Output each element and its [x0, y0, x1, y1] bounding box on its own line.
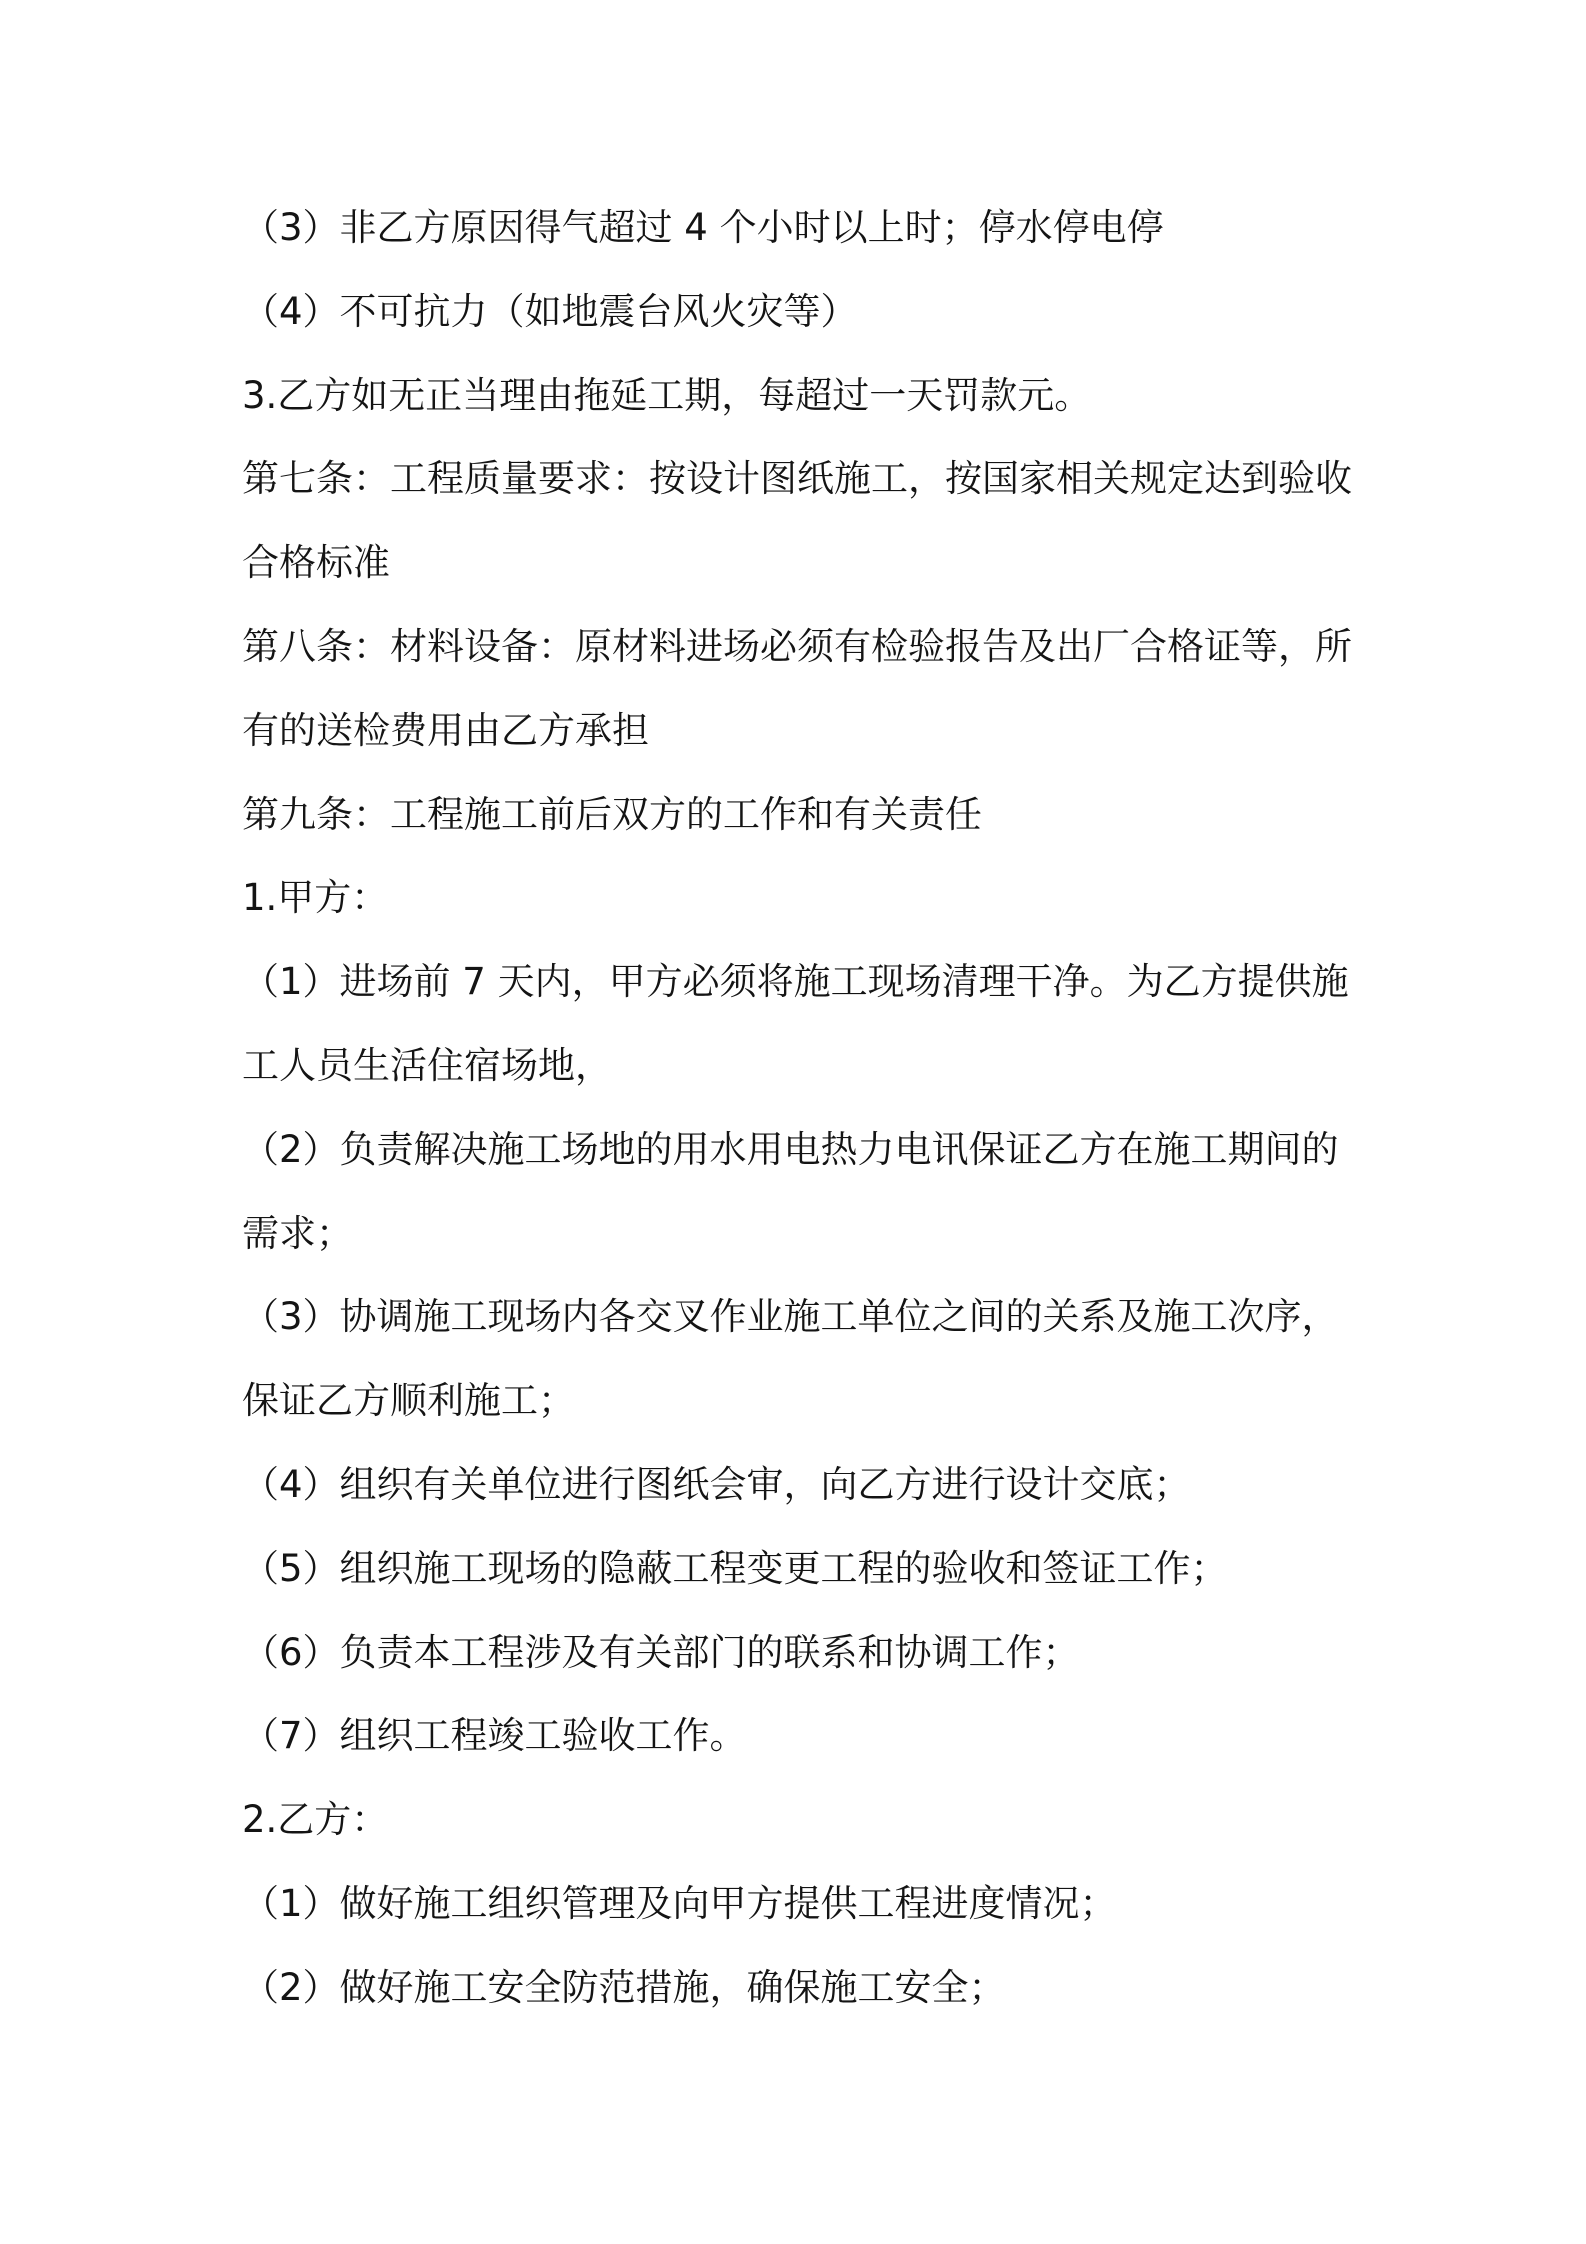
- party-b-heading: [242, 1778, 1442, 1862]
- text-line: （2）负责解决施工场地的用水用电热力电讯保证乙方在施工期间的: [242, 1127, 1339, 1171]
- text-line: （5）组织施工现场的隐蔽工程变更工程的验收和签证工作；: [242, 1546, 1228, 1590]
- text-line: （1）进场前 7 天内，甲方必须将施工现场清理干净。为乙方提供施: [242, 960, 1349, 1004]
- paragraph-delay-penalty: [242, 354, 1442, 438]
- text-line: 1.甲方：: [242, 876, 389, 920]
- paragraph-item-3-delay-causes: [242, 186, 1442, 270]
- party-a-item-6: [242, 1611, 1442, 1695]
- text-line: （2）做好施工安全防范措施，确保施工安全；: [242, 1965, 1006, 2009]
- text-line: 需求；: [242, 1211, 353, 1255]
- text-line: （6）负责本工程涉及有关部门的联系和协调工作；: [242, 1630, 1080, 1674]
- article-7-quality: [242, 437, 1442, 605]
- text-line: （7）组织工程竣工验收工作。: [242, 1714, 747, 1758]
- text-line: 第九条：工程施工前后双方的工作和有关责任: [242, 792, 982, 836]
- text-line: （3）协调施工现场内各交叉作业施工单位之间的关系及施工次序，: [242, 1295, 1339, 1339]
- text-line: 有的送检费用由乙方承担: [242, 708, 649, 752]
- party-a-item-4: [242, 1443, 1442, 1527]
- article-9-heading: [242, 773, 1442, 857]
- text-line: （3）非乙方原因得气超过 4 个小时以上时；停水停电停: [242, 206, 1164, 249]
- party-b-item-2: [242, 1946, 1442, 2030]
- text-line: （4）不可抗力（如地震台风火灾等）: [242, 289, 858, 333]
- text-line: 2.乙方：: [242, 1798, 389, 1842]
- party-a-item-1: [242, 940, 1442, 1108]
- paragraph-item-4-force-majeure: [242, 270, 1442, 354]
- document-body: [242, 186, 1442, 2030]
- text-line: （1）做好施工组织管理及向甲方提供工程进度情况；: [242, 1881, 1117, 1925]
- text-line: （4）组织有关单位进行图纸会审，向乙方进行设计交底；: [242, 1462, 1191, 1506]
- party-a-item-5: [242, 1527, 1442, 1611]
- text-line: 3.乙方如无正当理由拖延工期，每超过一天罚款元。: [242, 373, 1092, 417]
- text-line: 第七条：工程质量要求：按设计图纸施工，按国家相关规定达到验收: [242, 457, 1352, 501]
- text-line: 工人员生活住宿场地，: [242, 1043, 612, 1087]
- text-line: 第八条：材料设备：原材料进场必须有检验报告及出厂合格证等，所: [242, 624, 1352, 668]
- party-b-item-1: [242, 1862, 1442, 1946]
- text-line: 合格标准: [242, 541, 390, 585]
- party-a-item-3: [242, 1275, 1442, 1443]
- party-a-item-2: [242, 1108, 1442, 1276]
- article-8-materials: [242, 605, 1442, 773]
- text-line: 保证乙方顺利施工；: [242, 1379, 575, 1423]
- party-a-heading: [242, 856, 1442, 940]
- party-a-item-7: [242, 1694, 1442, 1778]
